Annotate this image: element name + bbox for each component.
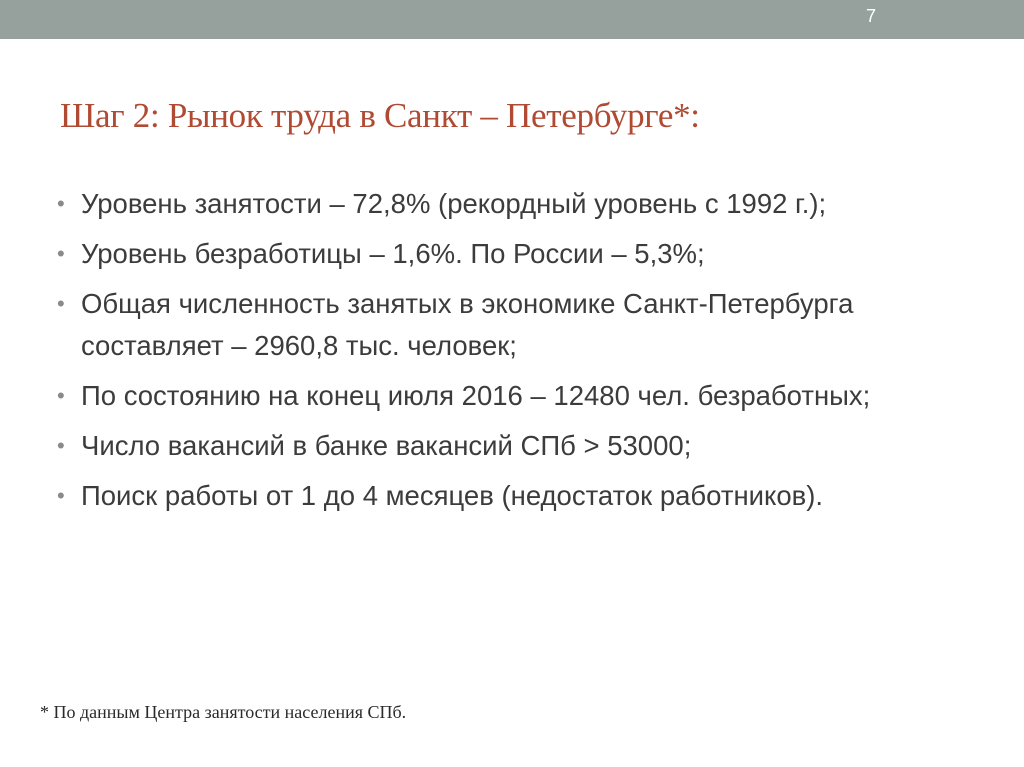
bullet-text: Уровень занятости – 72,8% (рекордный уровень с 1992 г.); [81,188,827,219]
slide-number: 7 [865,6,876,26]
footnote: * По данным Центра занятости населения СПб. [40,702,407,722]
bullet-icon: • [57,383,65,408]
bullet-text: Число вакансий в банке вакансий СПб > 53000; [81,430,692,461]
bullet-icon: • [57,291,65,316]
bullet-icon: • [57,433,65,458]
bullet-item [57,375,987,417]
bullet-list [57,183,987,525]
bullet-text: По состоянию на конец июля 2016 – 12480 чел. безработных; [81,380,871,411]
bullet-icon: • [57,241,65,266]
bullet-text: Поиск работы от 1 до 4 месяцев (недостаток работников). [81,480,824,511]
bullet-text: Уровень безработицы – 1,6%. По России – 5,3%; [81,238,705,269]
bullet-item [57,475,987,517]
bullet-item [57,425,987,467]
slide-title: Шаг 2: Рынок труда в Санкт – Петербурге*: [60,96,700,135]
bullet-icon: • [57,191,65,216]
bullet-icon: • [57,483,65,508]
bullet-item [57,283,987,367]
top-bar [0,0,1024,39]
bullet-item [57,233,987,275]
bullet-text: Общая численность занятых в экономике Санкт-Петербурга составляет – 2960,8 тыс. человек; [81,288,854,361]
bullet-item [57,183,987,225]
